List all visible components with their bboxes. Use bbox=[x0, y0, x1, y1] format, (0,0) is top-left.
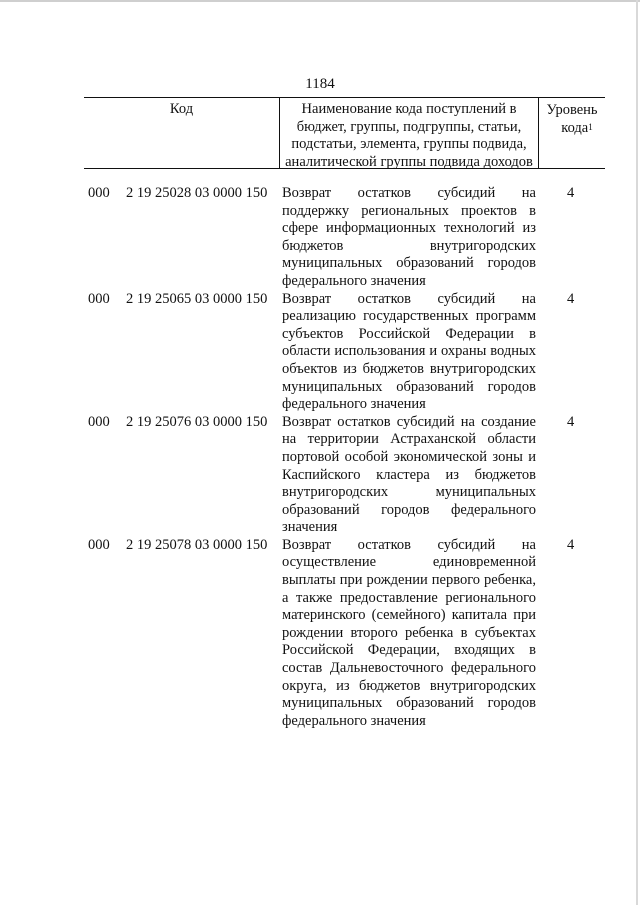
header-level-line1: Уровень bbox=[546, 102, 598, 118]
row-admin-code: 000 bbox=[88, 413, 110, 430]
header-level-word: кода bbox=[561, 119, 589, 136]
table-row bbox=[0, 537, 640, 731]
row-description: Возврат остатков субсидий на поддержку региональных проектов в сфере информационных технологий из бюджетов внутригородских муниципальных образований городов федерального значения bbox=[282, 185, 536, 289]
header-level-footnote: 1 bbox=[588, 121, 593, 132]
table-row bbox=[0, 291, 640, 414]
header-code: Код bbox=[169, 101, 194, 117]
scan-edge-top bbox=[0, 0, 640, 2]
header-name: Наименование кода поступлений в бюджет, группы, подгруппы, статьи, подстатьи, элемента, группы подвида, аналитической группы подвида доходов bbox=[279, 98, 539, 168]
row-description: Возврат остатков субсидий на реализацию государственных программ субъектов Российской Федерации в области использования и охраны водных объектов из бюджетов внутригородских муниципальных образований городов федерального значения bbox=[282, 290, 536, 413]
row-description: Возврат остатков субсидий на осуществление единовременной выплаты при рождении первого ребенка, а также предоставление регионального материнского (семейного) капитала при рождении второго ребенка в субъектах Российской Федерации, входящих в состав Дальневосточного федерального округа, из бюджетов внутригородских муниципальных образований городов федерального значения bbox=[282, 536, 536, 729]
row-level: 4 bbox=[567, 290, 575, 307]
table-header bbox=[84, 97, 605, 169]
row-income-code: 2 19 25076 03 0000 150 bbox=[126, 413, 268, 430]
row-income-code: 2 19 25078 03 0000 150 bbox=[126, 536, 268, 553]
table-row bbox=[0, 414, 640, 537]
page-number: 1184 bbox=[305, 76, 335, 92]
row-level: 4 bbox=[567, 413, 575, 430]
row-level: 4 bbox=[567, 185, 575, 201]
table-body bbox=[0, 185, 640, 730]
row-income-code: 2 19 25028 03 0000 150 bbox=[126, 185, 268, 201]
row-level: 4 bbox=[567, 536, 575, 553]
header-level-line2 bbox=[539, 120, 605, 138]
header-level bbox=[539, 98, 605, 168]
row-admin-code: 000 bbox=[88, 536, 110, 553]
row-admin-code: 000 bbox=[88, 290, 110, 307]
row-description: Возврат остатков субсидий на создание на территории Астраханской области портовой особой экономической зоны и Каспийского кластера из бюджетов внутригородских муниципальных образований городов федерального значения bbox=[282, 413, 536, 536]
row-admin-code: 000 bbox=[88, 185, 110, 201]
table-row bbox=[0, 185, 640, 291]
row-income-code: 2 19 25065 03 0000 150 bbox=[126, 290, 268, 307]
